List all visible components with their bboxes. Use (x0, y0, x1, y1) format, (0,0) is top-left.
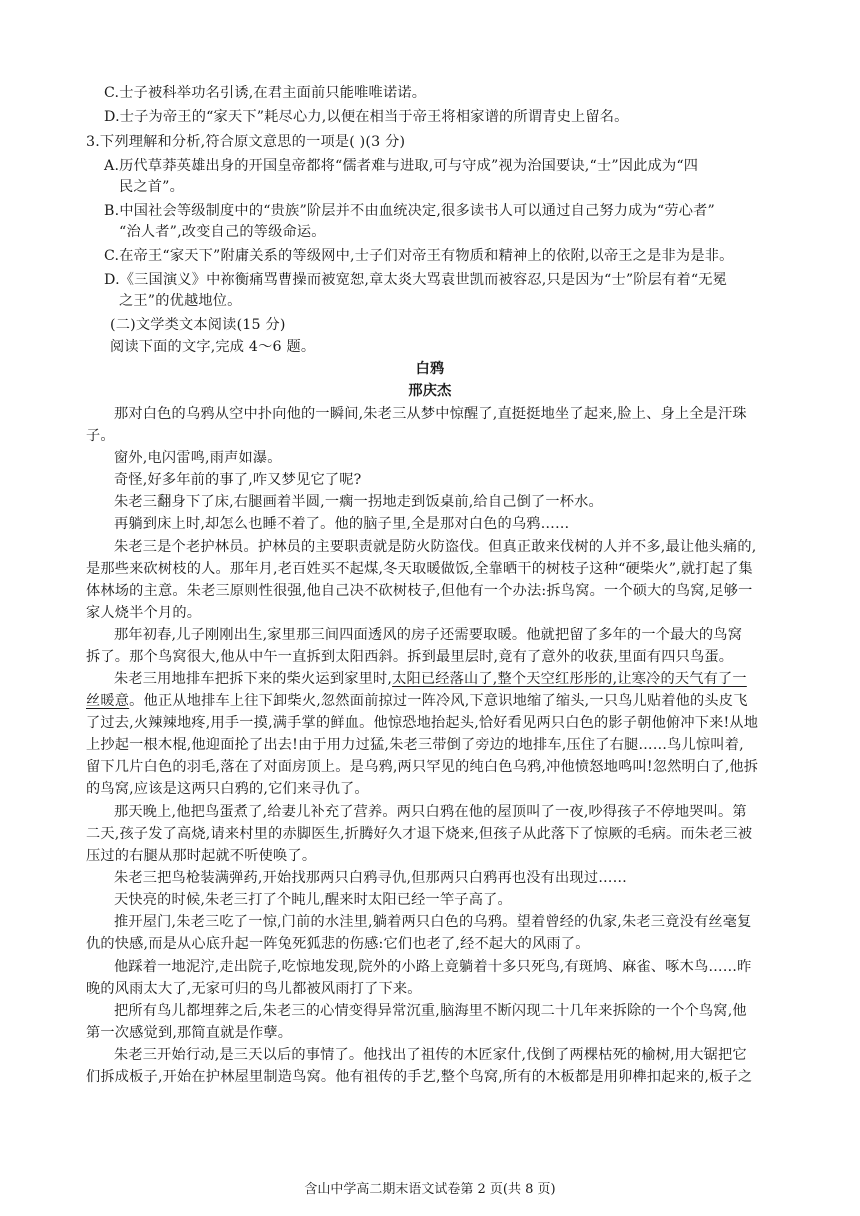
paragraph-line: 拆了。那个鸟窝很大,他从中午一直拆到太阳西斜。拆到最里层时,竟有了意外的收获,里面有四只鸟蛋。 (86, 649, 734, 665)
underlined-sentence-end: 丝暖意 (86, 693, 130, 709)
paragraph-line: 朱老三翻身下了床,右腿画着半圆,一瘸一拐地走到饭桌前,给自己倒了一杯水。 (114, 494, 603, 510)
paragraph-line: 推开屋门,朱老三吃了一惊,门前的水洼里,躺着两只白色的乌鸦。望着曾经的仇家,朱老三竟没有丝毫复 (114, 914, 752, 930)
paragraph-line: 那对白色的乌鸦从空中扑向他的一瞬间,朱老三从梦中惊醒了,直挺挺地坐了起来,脸上、身上全是汗珠 (114, 406, 747, 422)
paragraph-line: 窗外,电闪雷鸣,雨声如瀑。 (114, 450, 282, 466)
q3-option-b-line2: “治人者”,改变自己的等级命运。 (119, 224, 326, 240)
paragraph-line: 把所有鸟儿都埋葬之后,朱老三的心情变得异常沉重,脑海里不断闪现二十几年来拆除的一个个鸟窝,他 (114, 1003, 747, 1019)
paragraph-line: 天快亮的时候,朱老三打了个盹儿,醒来时太阳已经一竿子高了。 (114, 892, 512, 908)
paragraph-line: 那天晚上,他把鸟蛋煮了,给妻儿补充了营养。两只白鸦在他的屋顶叫了一夜,吵得孩子不停地哭叫。第 (114, 804, 747, 820)
paragraph-line: 朱老三开始行动,是三天以后的事情了。他找出了祖传的木匠家什,伐倒了两棵枯死的榆树,用大锯把它 (114, 1047, 747, 1063)
paragraph-line: 晚的风雨太大了,无家可归的鸟儿都被风雨打了下来。 (86, 981, 422, 997)
paragraph-line: 体林场的主意。朱老三原则性很强,他自己决不砍树枝子,但他有一个办法:拆鸟窝。一个硕大的鸟窝,足够一 (86, 583, 753, 599)
paragraph-line: 朱老三把鸟枪装满弹药,开始找那两只白鸦寻仇,但那两只白鸦再也没有出现过…… (114, 870, 627, 886)
q3-option-d-line2: 之王”的优越地位。 (119, 293, 242, 309)
paragraph-line: 是那些来砍树枝的人。那年月,老百姓买不起煤,冬天取暖做饭,全靠晒干的树枝子这种“硬柴火”,就打起了集 (86, 561, 753, 577)
q3-option-b-line1: B.中国社会等级制度中的“贵族”阶层并不由血统决定,很多读书人可以通过自己努力成为“劳心者” (104, 203, 715, 219)
paragraph-line (86, 691, 748, 711)
q3-option-a-line1: A.历代草莽英雄出身的开国皇帝都将“儒者难与进取,可与守成”视为治国要诀,“士”因此成为“四 (104, 158, 699, 174)
paragraph-line: 子。 (86, 428, 115, 444)
story-author: 邢庆杰 (408, 383, 452, 399)
option-c-prev: C.士子被科举功名引诱,在君主面前只能唯唯诺诺。 (104, 85, 427, 101)
section-instruction: 阅读下面的文字,完成 4～6 题。 (110, 339, 316, 355)
paragraph-line: 奇怪,好多年前的事了,咋又梦见它了呢? (114, 472, 362, 488)
page-footer: 含山中学高二期末语文试卷第 2 页(共 8 页) (304, 1182, 556, 1197)
story-title: 白鸦 (415, 361, 445, 377)
paragraph-line: 们拆成板子,开始在护林屋里制造鸟窝。他有祖传的手艺,整个鸟窝,所有的木板都是用卯榫扣起来的,板子之 (86, 1069, 753, 1085)
question-3-stem: 3.下列理解和分析,符合原文意思的一项是( )(3 分) (86, 134, 406, 150)
paragraph-line: 再躺到床上时,却怎么也睡不着了。他的脑子里,全是那对白色的乌鸦…… (114, 516, 570, 532)
paragraph-line: 仇的快感,而是从心底升起一阵兔死狐悲的伤感:它们也老了,经不起大的风雨了。 (86, 936, 590, 952)
paragraph-line: 压过的右腿从那时起就不听使唤了。 (86, 848, 317, 864)
paragraph-line: 二天,孩子发了高烧,请来村里的赤脚医生,折腾好久才退下烧来,但孩子从此落下了惊厥的毛病。而朱老三被 (86, 826, 753, 842)
paragraph-line: 朱老三是个老护林员。护林员的主要职责就是防火防盗伐。但真正敢来伐树的人并不多,最让他头痛的, (114, 539, 757, 555)
paragraph-line (114, 669, 747, 689)
section-heading: (二)文学类文本阅读(15 分) (110, 317, 286, 333)
q3-option-a-line2: 民之首”。 (119, 179, 185, 195)
option-d-prev: D.士子为帝王的“家天下”耗尽心力,以便在相当于帝王将相家谱的所谓青史上留名。 (104, 109, 629, 125)
underlined-sentence: 太阳已经落山了,整个天空红彤彤的,让寒冷的天气有了一 (392, 671, 747, 687)
paragraph-line: 上抄起一根木棍,他迎面抡了出去!由于用力过猛,朱老三带倒了旁边的地排车,压住了右腿……鸟儿惊叫着, (86, 737, 744, 753)
paragraph-line: 那年初春,儿子刚刚出生,家里那三间四面透风的房子还需要取暖。他就把留了多年的一个最大的鸟窝 (114, 627, 743, 643)
paragraph-line: 留下几片白色的羽毛,落在了对面房顶上。是乌鸦,两只罕见的纯白色乌鸦,冲他愤怒地鸣叫!忽然明白了,他拆 (86, 759, 759, 775)
paragraph-line: 的鸟窝,应该是这两只白鸦的,它们来寻仇了。 (86, 781, 369, 797)
paragraph-line: 他踩着一地泥泞,走出院子,吃惊地发现,院外的小路上竟躺着十多只死鸟,有斑鸠、麻雀、啄木鸟……昨 (114, 959, 752, 975)
text-segment: 。他正从地排车上往下卸柴火,忽然面前掠过一阵冷风,下意识地缩了缩头,一只鸟儿贴着他的头皮飞 (129, 693, 748, 709)
paragraph-line: 第一次感觉到,那简直就是作孽。 (86, 1025, 293, 1041)
paragraph-line: 了过去,火辣辣地疼,用手一摸,满手掌的鲜血。他惊恐地抬起头,恰好看见两只白色的影子朝他俯冲下来!从地 (86, 715, 759, 731)
paragraph-line: 家人烧半个月的。 (86, 605, 202, 621)
q3-option-c: C.在帝王“家天下”附庸关系的等级网中,士子们对帝王有物质和精神上的依附,以帝王之是非为是非。 (104, 248, 734, 264)
q3-option-d-line1: D.《三国演义》中祢衡痛骂曹操而被宽恕,章太炎大骂袁世凯而被容忍,只是因为“士”阶层有着“无冕 (104, 272, 728, 288)
text-segment: 朱老三用地排车把拆下来的柴火运到家里时, (114, 671, 393, 687)
